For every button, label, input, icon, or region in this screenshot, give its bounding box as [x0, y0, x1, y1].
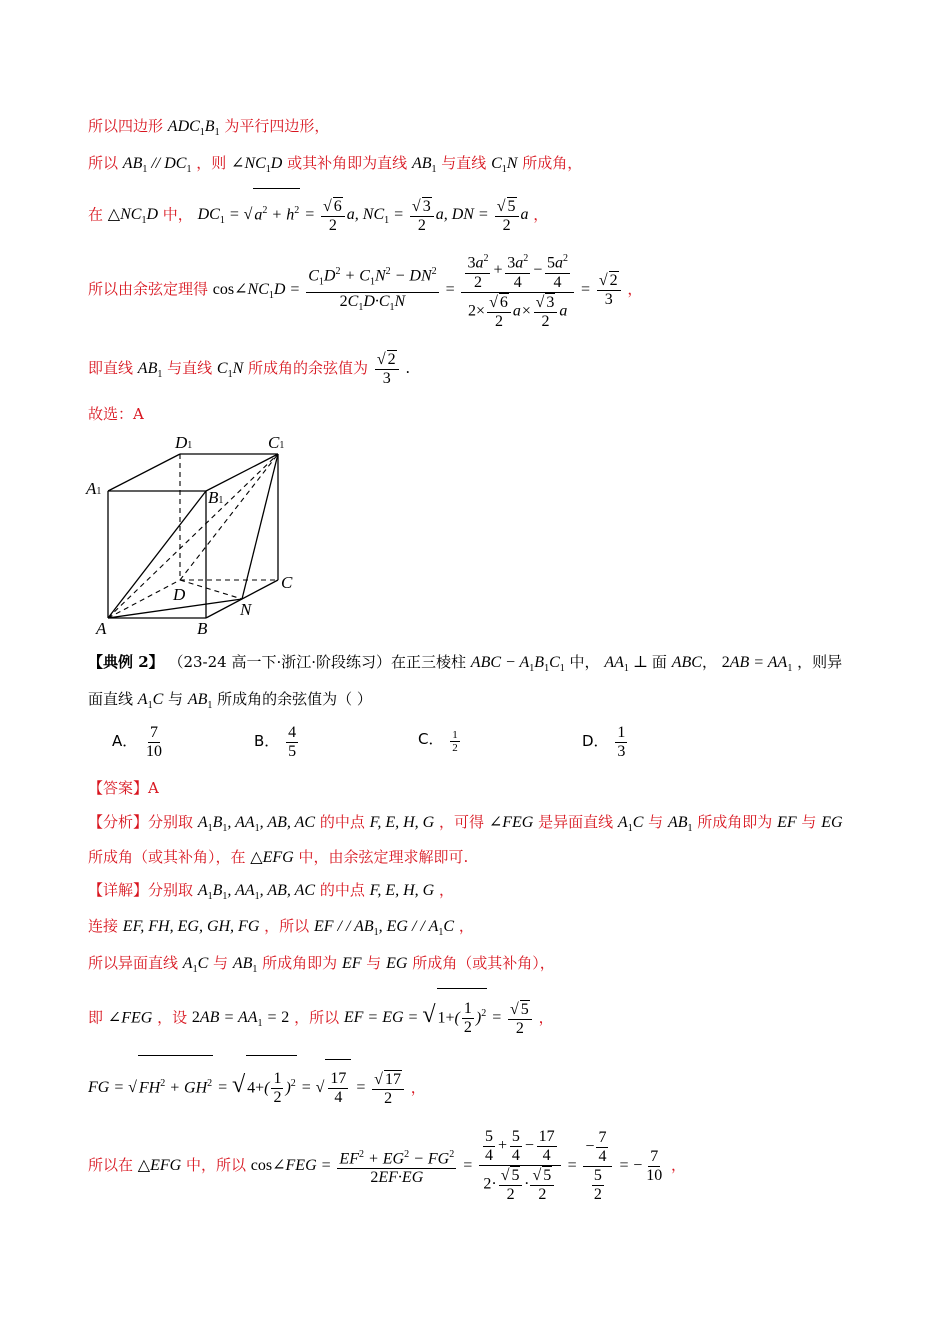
text: 中，所以 [185, 1156, 246, 1174]
text: ，设 [157, 1008, 188, 1027]
option-c[interactable]: C． $\frac{1}{2}$ [418, 728, 458, 754]
text: 所成角（或其补角），在 [88, 848, 246, 866]
text: 故选：A [88, 405, 144, 423]
detail-line-2: 连接 EF, FH, EG, GH, FG ，所以 EF / / $AB_1$, EG / / $A_1C$ ， [88, 917, 474, 939]
text: ， [533, 205, 549, 224]
answer-choice [88, 404, 144, 424]
text: ， [538, 1008, 554, 1027]
text: 【分析】 [88, 813, 149, 831]
text: 是异面直线 [538, 813, 614, 831]
text: 所成角， [522, 154, 583, 172]
text-line-3: 在 $\triangle NC_1D$ 中， $DC_1$ = √ $a^2 + h^2$ = $\frac{√ 6}{2}$ a, $NC_1$ = $\frac{√ 3}{2}$ a, DN = $\frac{√ 5}{2}$ a ， [88, 188, 548, 244]
text: 所成角（或其补角）， [412, 954, 555, 972]
text: B． [254, 732, 280, 751]
text: （23-24 高一下·浙江·阶段练习）在正三棱柱 [168, 653, 467, 671]
text: ， [671, 1156, 687, 1174]
detail-line-3: 所以异面直线 $A_1C$ 与 $AB_1$ 所成角即为 EF 与 EG 所成角（或其补角）， [88, 954, 555, 976]
option-b[interactable]: B． $\frac{4}{5}$ [254, 724, 297, 760]
text: 与直线 [441, 154, 487, 172]
text: 所以 [88, 154, 119, 172]
text: 在 [88, 205, 104, 224]
text: 中，由余弦定理求解即可. [298, 848, 469, 866]
detail-line-1: 【详解】分别取 $A_1B_1$, $AA_1$, AB, AC 的中点 F, E, H, G ， [88, 881, 455, 903]
text: 或其补角即为直线 [287, 154, 408, 172]
example-2-line-2: 面直线 $A_1C$ 与 $AB_1$ 所成角的余弦值为（ ） [88, 690, 372, 712]
text: ，则异 [797, 653, 843, 671]
label-D: D [173, 585, 186, 604]
text: 所成角的余弦值为（ ） [217, 690, 372, 708]
text: 所以四边形 [88, 117, 164, 135]
text-line-2: 所以 $AB_1 // DC_1$ ，则 $\angle NC_1D$ 或其补角即为直线 $AB_1$ 与直线 $C_1N$ 所成角， [88, 154, 583, 176]
text: ， [410, 1078, 426, 1097]
text: 即直线 [88, 359, 134, 377]
text: 面 [651, 653, 667, 671]
text-line-4: 所以由余弦定理得 $\cos\angle NC_1D$ = $\frac{C_1D^2 + C_1N^2 - DN^2}{2C_1D\cdot C_1N}$ = $\frac{3a^2}{2}$ + $\frac{3a^2}{4}$ − $\frac{5a^2}{4}$ 2× $\frac{√ 6}{2}$ a× $\frac{√ 3}{2}$ a = $\frac{√ 2}{3}$ ， [88, 244, 642, 341]
text: . [405, 359, 411, 377]
text: 所成角即为 [697, 813, 773, 831]
text: 与 [366, 954, 382, 972]
text: 的中点 [319, 813, 365, 831]
text-line-1: 所以四边形 $ADC_1B_1$ 为平行四边形， [88, 117, 330, 139]
analysis-line-1: 【分析】分别取 $A_1B_1$, $AA_1$, AB, AC 的中点 F, E, H, G ，可得 ∠FEG 是异面直线 $A_1C$ 与 $AB_1$ 所成角即为 EF 与 EG [88, 813, 843, 835]
text: ，所以 [264, 917, 310, 935]
label-B: B [197, 619, 208, 638]
text: 为平行四边形， [224, 117, 330, 135]
text: 所成角即为 [262, 954, 338, 972]
label-A1: A1 [86, 479, 102, 498]
text: 所成角的余弦值为 [248, 359, 369, 377]
text: 中， [569, 653, 600, 671]
text: 分别取 [148, 813, 194, 831]
detail-line-5: FG = √ $FH^2 + GH^2$ = √ 4+( $\frac{1}{2}$ )$^2$ = √ $\frac{17}{4}$ = $\frac{√ 17}{2}$ ， [88, 1055, 426, 1116]
text: 与 [648, 813, 664, 831]
label-C: C [281, 573, 293, 592]
cube-figure [80, 428, 310, 640]
text: ， [439, 881, 455, 899]
text: A． [112, 732, 138, 751]
text: ，所以 [294, 1008, 340, 1027]
example-tag: 【典例 2】 [88, 653, 164, 671]
text: 【答案】A [88, 779, 159, 797]
label-N: N [240, 600, 252, 619]
answer-line [88, 778, 159, 798]
text: 的中点 [319, 881, 365, 899]
option-a[interactable]: A． $\frac{7}{10}$ [112, 724, 163, 760]
detail-line-4: 即 ∠FEG ，设 $2AB = AA_1 = 2$ ，所以 EF = EG = √ 1+( $\frac{1}{2}$ )$^2$ = $\frac{√ 5}{2}$ ， [88, 988, 554, 1050]
text: 【详解】 [88, 881, 149, 899]
label-C1: C1 [268, 433, 285, 452]
text: ， [458, 917, 474, 935]
label-D1: D1 [175, 433, 193, 452]
text: 即 [88, 1008, 104, 1027]
text: 连接 [88, 917, 119, 935]
text: 分别取 [148, 881, 194, 899]
text: 与 [213, 954, 229, 972]
text: 中， [162, 205, 193, 224]
text: 与 [801, 813, 817, 831]
text-line-5: 即直线 $AB_1$ 与直线 $C_1N$ 所成角的余弦值为 $\frac{√ 2}{3}$ . [88, 351, 411, 388]
analysis-line-2: 所成角（或其补角），在 △EFG 中，由余弦定理求解即可. [88, 848, 469, 866]
example-2-line-1: 【典例 2】 （23-24 高一下·浙江·阶段练习）在正三棱柱 ABC − $A_1B_1C_1$ 中， $AA_1$ ⊥ 面 ABC， $2AB = AA_1$ ，则异 [88, 653, 843, 675]
text: C． [418, 730, 444, 748]
text: 所以在 [88, 1156, 134, 1174]
detail-line-6: 所以在 △EFG 中，所以 cos∠FEG = $\frac{EF^2 + EG^2 - FG^2}{2EF\cdot EG}$ = $\frac{5}{4}$ + $\frac{5}{4}$ − $\frac{17}{4}$ 2· $\frac{√ 5}{2}$ · $\frac{√ 5}{2}$ = − $\frac{7}{4}$ $\frac{5}{2}$ = − $\frac{7}{10}$ ， [88, 1128, 687, 1204]
text: ， [627, 280, 643, 298]
text: 与 [168, 690, 184, 708]
text: 与直线 [167, 359, 213, 377]
text: ，可得 [439, 813, 485, 831]
text: D． [582, 732, 609, 751]
label-A: A [96, 619, 107, 638]
option-d[interactable]: D． $\frac{1}{3}$ [582, 724, 626, 760]
label-B1: B1 [208, 488, 224, 507]
text: 所以由余弦定理得 [88, 280, 209, 298]
text: ，则 [196, 154, 227, 172]
text: 所以异面直线 [88, 954, 179, 972]
text: 面直线 [88, 690, 134, 708]
